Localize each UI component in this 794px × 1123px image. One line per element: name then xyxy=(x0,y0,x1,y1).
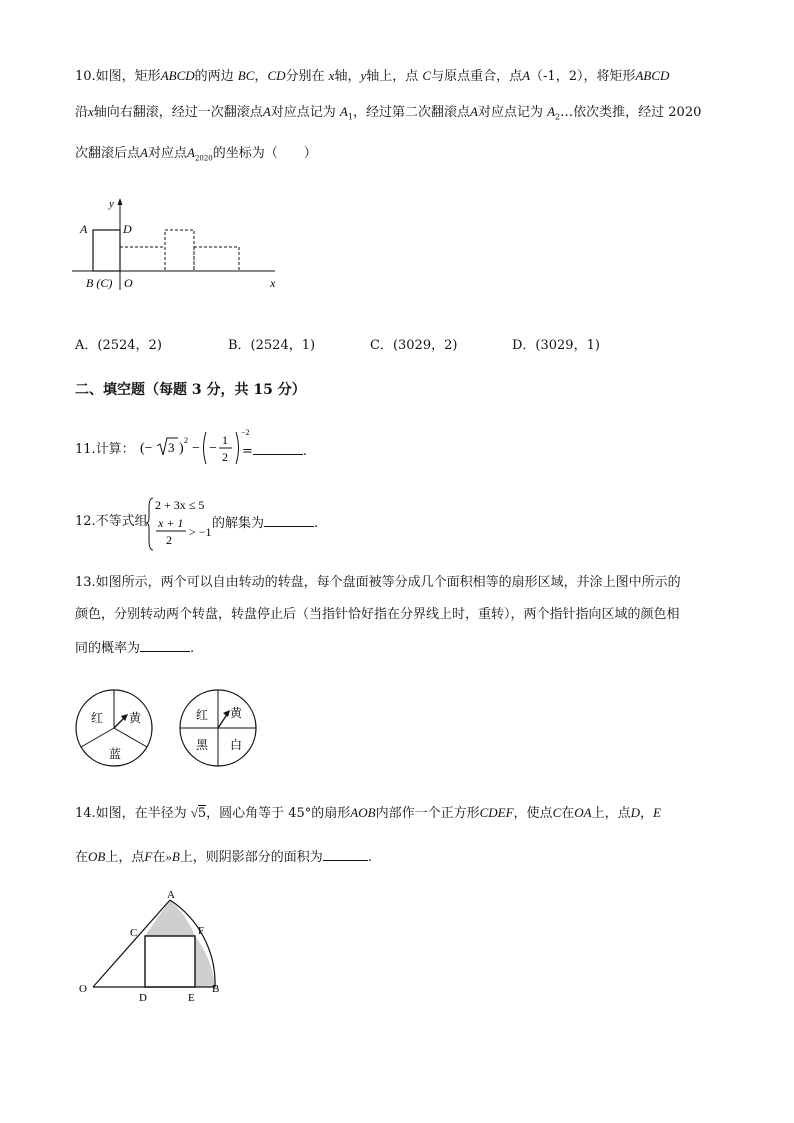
section-heading: 二、填空题（每题 3 分，共 15 分） xyxy=(75,382,306,398)
rolled-rect-3 xyxy=(194,247,239,271)
label-b: B xyxy=(212,983,220,995)
q12-system xyxy=(146,494,221,552)
svg-text:x + 1: x + 1 xyxy=(158,516,184,530)
q11-answer: = . xyxy=(242,444,308,459)
svg-text:−: − xyxy=(209,441,217,456)
answer-blank xyxy=(323,848,368,861)
label-c: C xyxy=(130,927,138,939)
svg-text:2: 2 xyxy=(222,450,228,464)
label-x: x xyxy=(270,276,276,290)
q13-line3: 同的概率为 . xyxy=(75,641,195,656)
sector-label: 黄 xyxy=(230,706,243,720)
svg-text:2: 2 xyxy=(166,533,172,547)
svg-text:): ) xyxy=(179,441,184,456)
q11-expression xyxy=(140,424,252,472)
q10-option-b: B．(2524，1) xyxy=(228,338,316,353)
svg-text:(−: (− xyxy=(140,441,153,456)
svg-text:1: 1 xyxy=(222,433,228,447)
label-d: D xyxy=(139,992,147,1004)
sector-label: 红 xyxy=(91,711,104,725)
sector-label: 白 xyxy=(230,738,243,752)
label-a: A xyxy=(167,889,175,901)
q14-figure xyxy=(75,888,235,1008)
svg-text:3: 3 xyxy=(168,440,175,455)
shaded-top xyxy=(145,900,195,936)
q12-label: 12.不等式组 xyxy=(75,514,148,529)
q10-option-d: D．(3029，1) xyxy=(512,338,600,353)
shaded-right xyxy=(195,936,215,987)
q11-label: 11.计算： xyxy=(75,442,135,457)
spinner-1 xyxy=(76,690,152,766)
square-cdef xyxy=(145,936,195,987)
label-bc: B (C) xyxy=(86,276,113,290)
q14-line1: 14.如图，在半径为 √5，圆心角等于 45°的扇形AOB内部作一个正方形CDEF，使点C在OA上，点D，E xyxy=(75,805,661,821)
sector-label: 红 xyxy=(196,708,209,722)
segment-oa xyxy=(93,900,170,987)
label-a: A xyxy=(80,222,88,236)
sector-label: 黄 xyxy=(129,711,142,725)
q10-option-a: A．(2524，2) xyxy=(75,338,162,353)
label-e: E xyxy=(188,992,195,1004)
rolled-rect-2 xyxy=(165,230,194,271)
label-o: O xyxy=(124,276,133,290)
rolled-rect-1 xyxy=(120,247,165,271)
svg-text:2: 2 xyxy=(184,436,188,445)
q10-figure xyxy=(70,195,290,295)
q10-line2: 沿x轴向右翻滚，经过一次翻滚点A对应点记为 $A_1$，经过第二次翻滚点A对应点记为 $A_2\dots$依次类推，经过 2020 xyxy=(75,104,702,122)
sector-label: 蓝 xyxy=(109,747,122,761)
q10-line3: 次翻滚后点A对应点$A_{2020}$的坐标为（ ） xyxy=(75,145,317,163)
answer-blank xyxy=(140,639,190,652)
q10-option-c: C．(3029，2) xyxy=(370,338,458,353)
label-y: y xyxy=(109,198,114,210)
spinner-2 xyxy=(180,690,256,766)
svg-text:−2: −2 xyxy=(241,428,250,437)
q13-spinners xyxy=(72,686,272,772)
svg-text:−: − xyxy=(192,441,200,456)
svg-text:2 + 3x ≤ 5: 2 + 3x ≤ 5 xyxy=(155,498,205,512)
sector-label: 黑 xyxy=(196,738,209,752)
svg-text:> −1: > −1 xyxy=(189,525,212,539)
label-d: D xyxy=(123,222,132,236)
q14-line2: 在OB上，点F在»B上，则阴影部分的面积为 . xyxy=(75,849,372,865)
q13-line1: 13.如图所示，两个可以自由转动的转盘，每个盘面被等分成几个面积相等的扇形区域，并涂上图中所示的 xyxy=(75,575,681,590)
q12-answer: 的解集为 . xyxy=(212,516,319,531)
q10-line1: 10.如图，矩形ABCD的两边 BC，CD分别在 x轴，y轴上，点 C与原点重合，点A（-1，2），将矩形ABCD xyxy=(75,68,670,84)
answer-blank xyxy=(253,442,303,455)
label-f: F xyxy=(198,925,205,937)
label-o: O xyxy=(79,983,87,995)
y-arrow-icon xyxy=(118,198,123,205)
answer-blank xyxy=(264,514,314,527)
rectangle-abcd xyxy=(93,230,120,271)
q13-line2: 颜色，分别转动两个转盘，转盘停止后（当指针恰好指在分界线上时，重转），两个指针指向区域的颜色相 xyxy=(75,607,680,622)
